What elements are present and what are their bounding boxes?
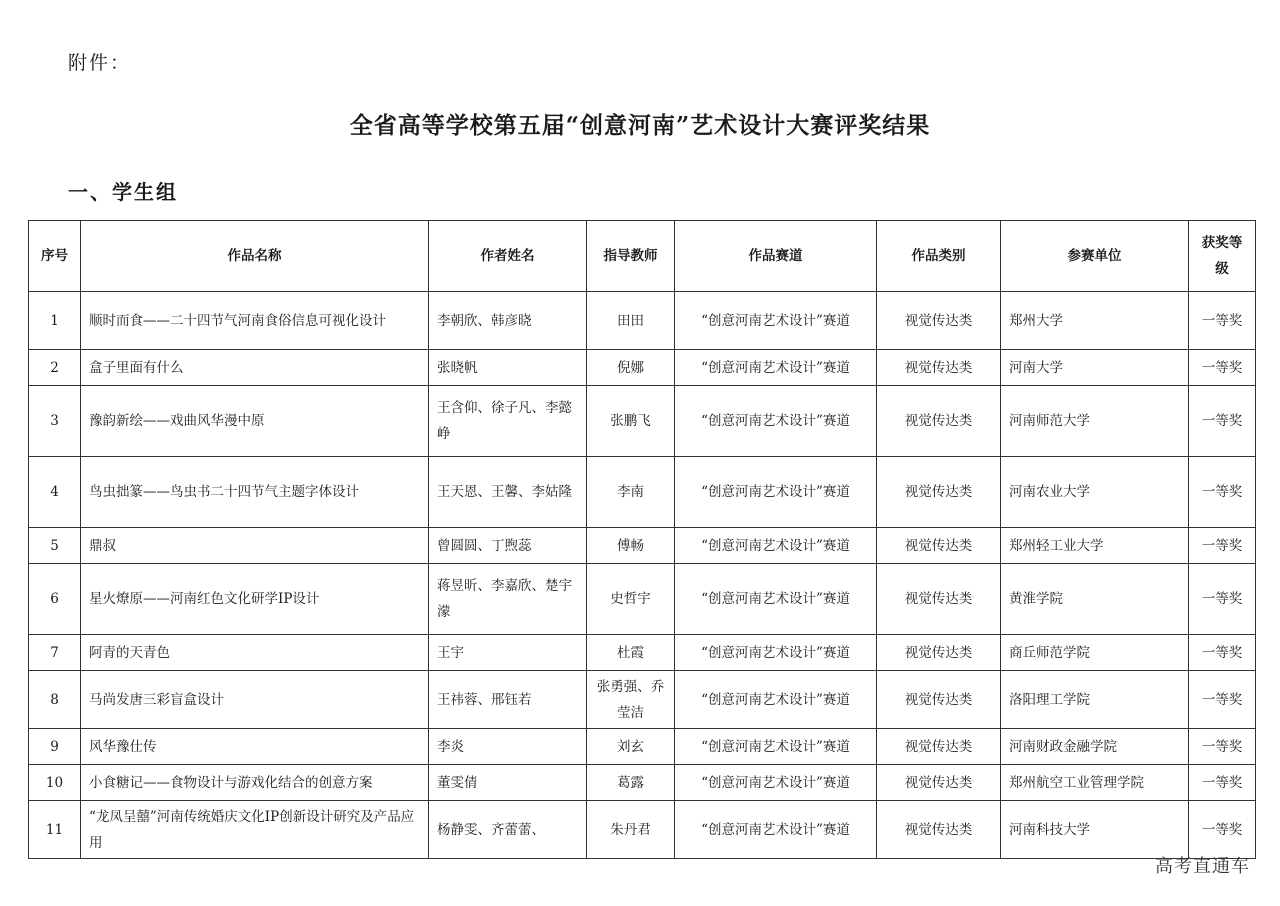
- table-row: [29, 765, 1256, 801]
- cell-authors: 李炎: [429, 729, 587, 765]
- cell-work: 豫韵新绘——戏曲风华漫中原: [81, 386, 429, 457]
- cell-category: 视觉传达类: [877, 292, 1001, 350]
- cell-track: “创意河南艺术设计”赛道: [675, 671, 877, 729]
- cell-advisor: 张鹏飞: [587, 386, 675, 457]
- table-row: [29, 729, 1256, 765]
- cell-work: 风华豫仕传: [81, 729, 429, 765]
- cell-work: 鸟虫拙篆——鸟虫书二十四节气主题字体设计: [81, 457, 429, 528]
- cell-category: 视觉传达类: [877, 528, 1001, 564]
- cell-category: 视觉传达类: [877, 801, 1001, 859]
- cell-track: “创意河南艺术设计”赛道: [675, 635, 877, 671]
- cell-no: 7: [29, 635, 81, 671]
- header-unit: 参赛单位: [1001, 221, 1189, 292]
- cell-track: “创意河南艺术设计”赛道: [675, 564, 877, 635]
- cell-authors: 蒋昱昕、李嘉欣、楚宇濛: [429, 564, 587, 635]
- cell-track: “创意河南艺术设计”赛道: [675, 765, 877, 801]
- cell-award: 一等奖: [1189, 671, 1256, 729]
- cell-advisor: 傅畅: [587, 528, 675, 564]
- cell-track: “创意河南艺术设计”赛道: [675, 528, 877, 564]
- table-row: [29, 292, 1256, 350]
- header-track: 作品赛道: [675, 221, 877, 292]
- table-row: [29, 564, 1256, 635]
- cell-unit: 商丘师范学院: [1001, 635, 1189, 671]
- cell-no: 11: [29, 801, 81, 859]
- cell-advisor: 杜霞: [587, 635, 675, 671]
- cell-track: “创意河南艺术设计”赛道: [675, 729, 877, 765]
- cell-work: “龙凤呈囍”河南传统婚庆文化IP创新设计研究及产品应用: [81, 801, 429, 859]
- cell-advisor: 李南: [587, 457, 675, 528]
- cell-advisor: 张勇强、乔莹洁: [587, 671, 675, 729]
- cell-no: 8: [29, 671, 81, 729]
- cell-unit: 郑州轻工业大学: [1001, 528, 1189, 564]
- watermark: 高考直通车: [1155, 856, 1250, 877]
- cell-unit: 河南农业大学: [1001, 457, 1189, 528]
- cell-no: 5: [29, 528, 81, 564]
- cell-award: 一等奖: [1189, 386, 1256, 457]
- cell-advisor: 田田: [587, 292, 675, 350]
- cell-work: 鼎叔: [81, 528, 429, 564]
- cell-award: 一等奖: [1189, 457, 1256, 528]
- header-category: 作品类别: [877, 221, 1001, 292]
- cell-authors: 王含仰、徐子凡、李懿峥: [429, 386, 587, 457]
- cell-track: “创意河南艺术设计”赛道: [675, 350, 877, 386]
- cell-category: 视觉传达类: [877, 765, 1001, 801]
- cell-unit: 郑州大学: [1001, 292, 1189, 350]
- cell-track: “创意河南艺术设计”赛道: [675, 292, 877, 350]
- cell-award: 一等奖: [1189, 729, 1256, 765]
- cell-advisor: 史哲宇: [587, 564, 675, 635]
- cell-track: “创意河南艺术设计”赛道: [675, 801, 877, 859]
- cell-no: 3: [29, 386, 81, 457]
- cell-award: 一等奖: [1189, 635, 1256, 671]
- cell-category: 视觉传达类: [877, 635, 1001, 671]
- cell-work: 盒子里面有什么: [81, 350, 429, 386]
- header-no: 序号: [29, 221, 81, 292]
- cell-advisor: 刘玄: [587, 729, 675, 765]
- cell-unit: 河南大学: [1001, 350, 1189, 386]
- cell-track: “创意河南艺术设计”赛道: [675, 386, 877, 457]
- results-table: [28, 220, 1256, 859]
- cell-advisor: 葛露: [587, 765, 675, 801]
- cell-unit: 洛阳理工学院: [1001, 671, 1189, 729]
- cell-work: 小食糖记——食物设计与游戏化结合的创意方案: [81, 765, 429, 801]
- cell-award: 一等奖: [1189, 350, 1256, 386]
- cell-work: 马尚发唐三彩盲盒设计: [81, 671, 429, 729]
- header-advisor: 指导教师: [587, 221, 675, 292]
- cell-no: 1: [29, 292, 81, 350]
- cell-category: 视觉传达类: [877, 386, 1001, 457]
- cell-category: 视觉传达类: [877, 564, 1001, 635]
- table-header-row: [29, 221, 1256, 292]
- cell-category: 视觉传达类: [877, 457, 1001, 528]
- cell-category: 视觉传达类: [877, 350, 1001, 386]
- cell-award: 一等奖: [1189, 292, 1256, 350]
- table-row: [29, 528, 1256, 564]
- cell-unit: 黄淮学院: [1001, 564, 1189, 635]
- section-heading: 一、学生组: [68, 180, 178, 204]
- cell-unit: 河南科技大学: [1001, 801, 1189, 859]
- cell-authors: 李朝欣、韩彦晓: [429, 292, 587, 350]
- cell-no: 2: [29, 350, 81, 386]
- cell-authors: 王宇: [429, 635, 587, 671]
- table-row: [29, 386, 1256, 457]
- cell-unit: 河南师范大学: [1001, 386, 1189, 457]
- cell-authors: 杨静雯、齐蕾蕾、: [429, 801, 587, 859]
- table-row: [29, 671, 1256, 729]
- cell-award: 一等奖: [1189, 801, 1256, 859]
- cell-work: 顺时而食——二十四节气河南食俗信息可视化设计: [81, 292, 429, 350]
- cell-authors: 张晓帆: [429, 350, 587, 386]
- header-work: 作品名称: [81, 221, 429, 292]
- table-row: [29, 457, 1256, 528]
- cell-track: “创意河南艺术设计”赛道: [675, 457, 877, 528]
- attachment-label: 附件：: [68, 52, 132, 74]
- table-row: [29, 801, 1256, 859]
- cell-advisor: 倪娜: [587, 350, 675, 386]
- cell-award: 一等奖: [1189, 765, 1256, 801]
- page-title: 全省高等学校第五届“创意河南”艺术设计大赛评奖结果: [349, 112, 931, 139]
- cell-award: 一等奖: [1189, 528, 1256, 564]
- cell-category: 视觉传达类: [877, 671, 1001, 729]
- cell-advisor: 朱丹君: [587, 801, 675, 859]
- header-award: 获奖等级: [1189, 221, 1256, 292]
- cell-no: 4: [29, 457, 81, 528]
- table-row: [29, 350, 1256, 386]
- cell-work: 星火燎原——河南红色文化研学IP设计: [81, 564, 429, 635]
- cell-unit: 郑州航空工业管理学院: [1001, 765, 1189, 801]
- cell-authors: 曾圆圆、丁煦蕊: [429, 528, 587, 564]
- cell-authors: 王祎蓉、邢钰若: [429, 671, 587, 729]
- cell-no: 10: [29, 765, 81, 801]
- cell-unit: 河南财政金融学院: [1001, 729, 1189, 765]
- cell-no: 6: [29, 564, 81, 635]
- cell-award: 一等奖: [1189, 564, 1256, 635]
- table-row: [29, 635, 1256, 671]
- cell-category: 视觉传达类: [877, 729, 1001, 765]
- cell-authors: 董雯倩: [429, 765, 587, 801]
- header-authors: 作者姓名: [429, 221, 587, 292]
- cell-work: 阿青的天青色: [81, 635, 429, 671]
- cell-no: 9: [29, 729, 81, 765]
- cell-authors: 王天恩、王馨、李姑隆: [429, 457, 587, 528]
